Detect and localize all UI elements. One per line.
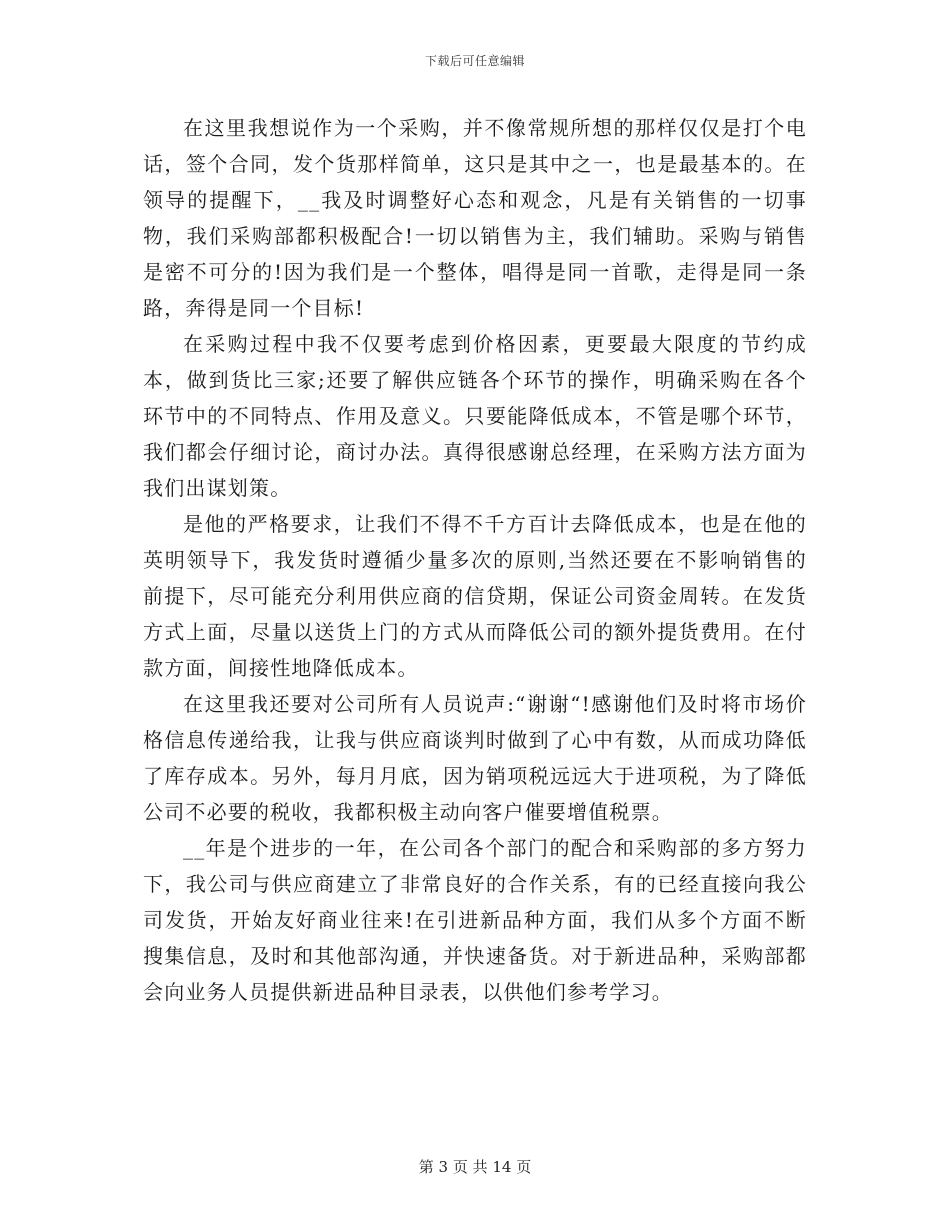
paragraph-4: 在这里我还要对公司所有人员说声:“谢谢“!感谢他们及时将市场价格信息传递给我，让我与供应商谈判时做到了心中有数，从而成功降低了库存成本。另外，每月月底，因为销项税远远大于进项税，为了降低公司不必要的税收，我都积极主动向客户催要增值税票。: [143, 692, 807, 824]
document-body: [143, 110, 807, 1010]
paragraph-5: __年是个进步的一年，在公司各个部门的配合和采购部的多方努力下，我公司与供应商建立了非常良好的合作关系，有的已经直接向我公司发货，开始友好商业往来!在引进新品种方面，我们从多个方面不断搜集信息，及时和其他部沟通，并快速备货。对于新进品种，采购部都会向业务人员提供新进品种目录表，以供他们参考学习。: [143, 836, 807, 1004]
paragraph-2: 在采购过程中我不仅要考虑到价格因素，更要最大限度的节约成本，做到货比三家;还要了解供应链各个环节的操作，明确采购在各个环节中的不同特点、作用及意义。只要能降低成本，不管是哪个环节，我们都会仔细讨论，商讨办法。真得很感谢总经理，在采购方法方面为我们出谋划策。: [143, 332, 807, 500]
page-number: 第 3 页 共 14 页: [418, 1158, 532, 1176]
paragraph-3: 是他的严格要求，让我们不得不千方百计去降低成本，也是在他的英明领导下，我发货时遵循少量多次的原则,当然还要在不影响销售的前提下，尽可能充分利用供应商的信贷期，保证公司资金周转。在发货方式上面，尽量以送货上门的方式从而降低公司的额外提货费用。在付款方面，间接性地降低成本。: [143, 512, 807, 680]
paragraph-1: 在这里我想说作为一个采购，并不像常规所想的那样仅仅是打个电话，签个合同，发个货那样简单，这只是其中之一，也是最基本的。在领导的提醒下，__我及时调整好心态和观念，凡是有关销售的一切事物，我们采购部都积极配合!一切以销售为主，我们辅助。采购与销售是密不可分的!因为我们是一个整体，唱得是同一首歌，走得是同一条路，奔得是同一个目标!: [143, 116, 807, 320]
page-header: 下载后可任意编辑: [424, 54, 525, 68]
